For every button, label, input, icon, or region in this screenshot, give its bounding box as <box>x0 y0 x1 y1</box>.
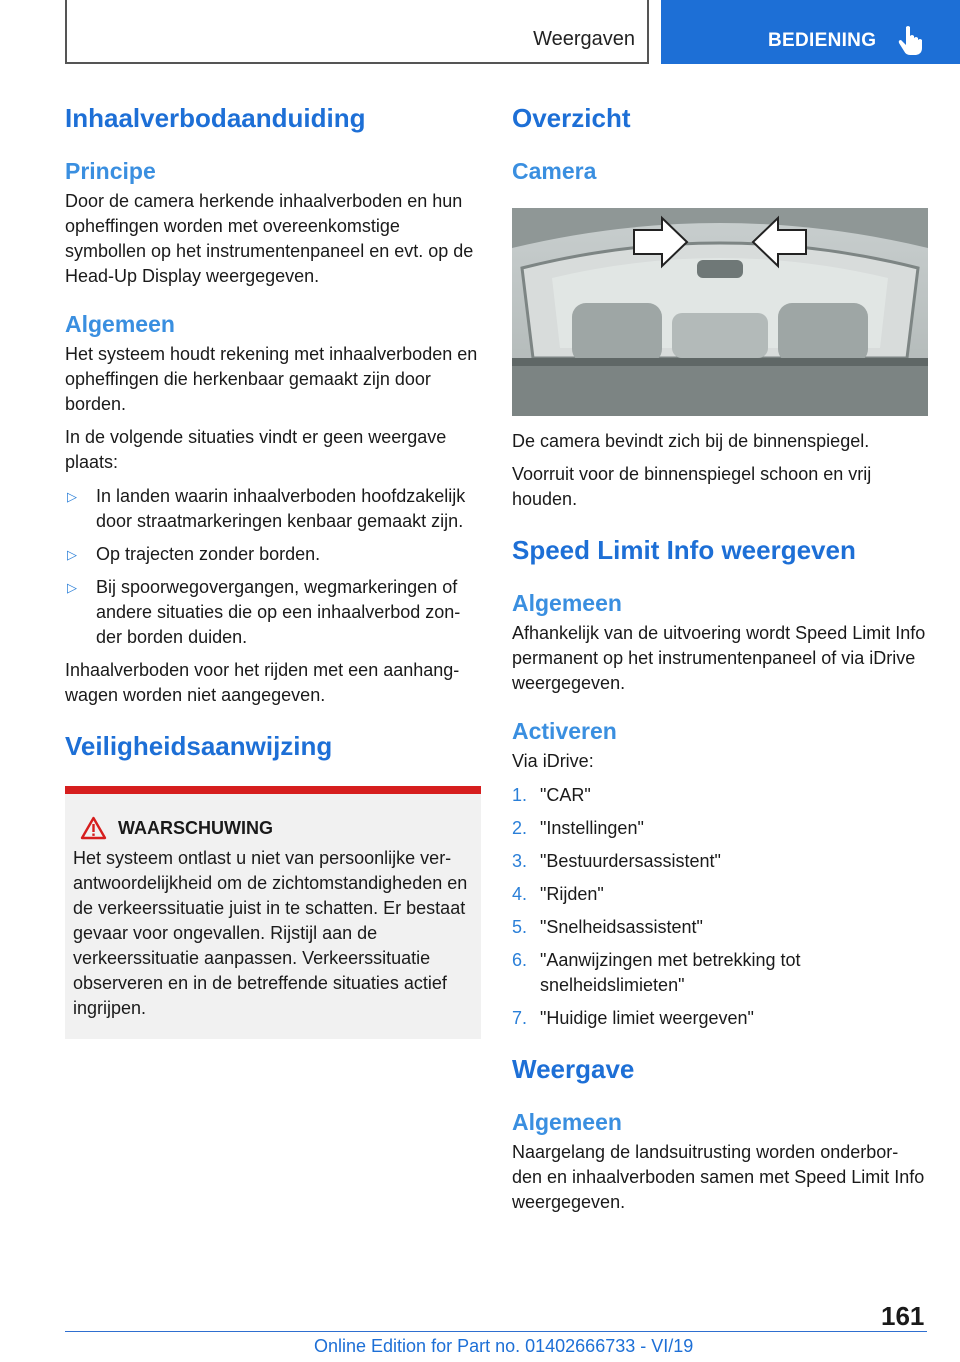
list-item <box>65 484 481 534</box>
list-item <box>65 542 481 567</box>
camera-location-photo <box>512 208 928 416</box>
header-section-title: Weergaven <box>533 28 635 50</box>
activeren-intro: Via iDrive: <box>512 751 594 771</box>
step-number: 5. <box>512 917 528 937</box>
heading-weergave-algemeen: Algemeen <box>512 1109 622 1135</box>
warning-text: Het systeem ontlast u niet van persoonlijke ver-antwoordelijkheid om de zichtomstandigheden en de verkeerssituatie juist in te schatten. Er bestaat gevaar voor ongevallen. Rijstijl aan de verkeerssituatie aanpassen. Verkeerssituatie observeren en in de betreffende situaties actief ingrijpen. <box>73 848 468 1018</box>
footer-divider <box>65 1331 927 1332</box>
section-title-speed-limit: Speed Limit Info weergeven <box>512 535 856 565</box>
header-section-box <box>65 0 649 64</box>
bullet-text: Op trajecten zonder borden. <box>96 544 321 564</box>
left-column <box>65 100 481 1039</box>
step-text: "Instellingen" <box>540 818 644 838</box>
step-text: "Bestuurdersassistent" <box>540 851 721 871</box>
bullet-text: Bij spoorwegovergangen, wegmarkeringen of andere situaties die op een inhaalverbod zon-der borden duiden. <box>96 577 461 647</box>
warning-triangle-icon <box>80 816 107 840</box>
page-number: 161 <box>881 1301 925 1331</box>
bullet-marker-icon: ▷ <box>67 580 77 595</box>
section-title-veiligheid: Veiligheidsaanwijzing <box>65 731 333 761</box>
warning-header <box>73 816 473 840</box>
list-item <box>512 783 928 808</box>
step-number: 1. <box>512 785 528 805</box>
list-item <box>65 575 481 650</box>
step-number: 3. <box>512 851 528 871</box>
bullet-list <box>65 484 481 650</box>
bullet-text: In landen waarin inhaalverboden hoofdzakelijk door straatmarkeringen kenbaar gemaakt zijn. <box>96 486 466 531</box>
algemeen-text-2: In de volgende situaties vindt er geen weergave plaats: <box>65 427 447 472</box>
step-text: "Aanwijzingen met betrekking tot snelheidslimieten" <box>540 950 801 995</box>
step-text: "Rijden" <box>540 884 604 904</box>
list-item <box>512 849 928 874</box>
trailer-text: Inhaalverboden voor het rijden met een aanhang-wagen worden niet aangegeven. <box>65 660 460 705</box>
warning-box <box>65 786 481 1039</box>
hand-pointer-icon <box>897 25 923 55</box>
step-number: 4. <box>512 884 528 904</box>
step-text: "CAR" <box>540 785 591 805</box>
step-number: 6. <box>512 950 528 970</box>
right-column <box>512 100 928 1215</box>
heading-principe: Principe <box>65 158 156 184</box>
bullet-marker-icon: ▷ <box>67 547 77 562</box>
heading-sli-algemeen: Algemeen <box>512 590 622 616</box>
step-number: 2. <box>512 818 528 838</box>
heading-activeren: Activeren <box>512 718 617 744</box>
section-title-overzicht: Overzicht <box>512 103 631 133</box>
bullet-marker-icon: ▷ <box>67 489 77 504</box>
sli-algemeen-text: Afhankelijk van de uitvoering wordt Speed Limit Info permanent op het instrumentenpaneel of via iDrive weergegeven. <box>512 623 926 693</box>
step-text: "Snelheidsassistent" <box>540 917 703 937</box>
list-item <box>512 816 928 841</box>
steps-list <box>512 783 928 1031</box>
list-item <box>512 948 928 998</box>
footer-edition: Online Edition for Part no. 01402666733 - VI/19 <box>314 1336 694 1356</box>
heading-algemeen: Algemeen <box>65 311 175 337</box>
camera-text-2: Voorruit voor de binnenspiegel schoon en vrij houden. <box>512 464 872 509</box>
header-chapter-tab <box>661 0 960 64</box>
header-chapter-label: BEDIENING <box>768 30 877 51</box>
step-text: "Huidige limiet weergeven" <box>540 1008 754 1028</box>
algemeen-text-1: Het systeem houdt rekening met inhaalverboden en opheffingen die herkenbaar gemaakt zijn door borden. <box>65 344 478 414</box>
warning-title: WAARSCHUWING <box>118 817 273 838</box>
section-title-weergave: Weergave <box>512 1054 635 1084</box>
weergave-text: Naargelang de landsuitrusting worden onderbor-den en inhaalverboden samen met Speed Limit Info weergegeven. <box>512 1142 925 1212</box>
heading-camera: Camera <box>512 158 597 184</box>
section-title-inhaalverbod: Inhaalverbodaanduiding <box>65 103 366 133</box>
list-item <box>512 882 928 907</box>
list-item <box>512 915 928 940</box>
principe-text: Door de camera herkende inhaalverboden en hun opheffingen worden met overeenkomstige symbollen op het instrumentenpaneel en evt. op de Head-Up Display weergegeven. <box>65 191 474 286</box>
camera-text-1: De camera bevindt zich bij de binnenspiegel. <box>512 431 870 451</box>
step-number: 7. <box>512 1008 528 1028</box>
list-item <box>512 1006 928 1031</box>
